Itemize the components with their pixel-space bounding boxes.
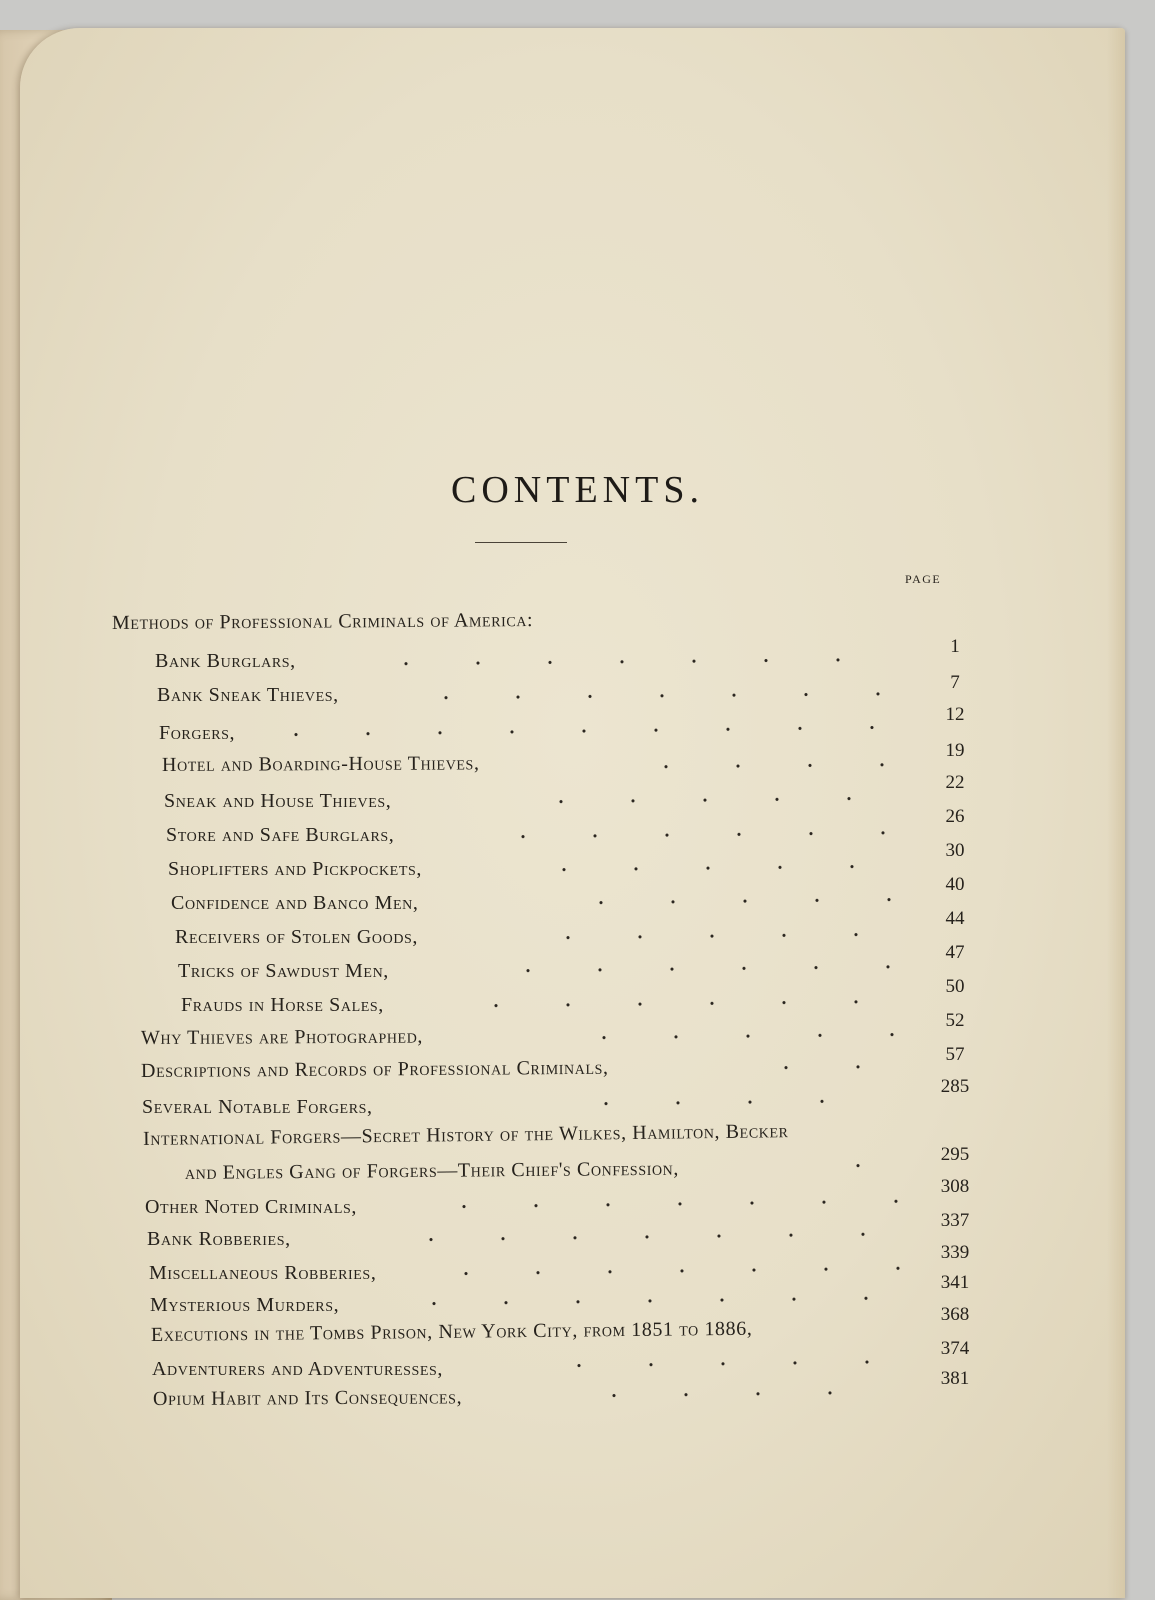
- dot-leader: [822, 1163, 902, 1168]
- page-edge-shadow: [1107, 28, 1125, 1598]
- toc-entry: Forgers,: [159, 722, 236, 744]
- toc-entry: International Forgers—Secret History of the Wilkes, Hamilton, Becker: [142, 1120, 789, 1150]
- toc-page-number: 30: [945, 840, 965, 861]
- toc-page-number: 308: [940, 1176, 970, 1197]
- toc-entry: Bank Sneak Thieves,: [157, 684, 339, 706]
- toc-page-number: 26: [945, 806, 965, 827]
- toc-entry: Confidence and Banco Men,: [171, 892, 419, 914]
- toc-entry: Miscellaneous Robberies,: [149, 1262, 377, 1284]
- toc-page-number: 285: [940, 1076, 970, 1097]
- toc-entry: Why Thieves are Photographed,: [140, 1025, 424, 1049]
- toc-page-number: 12: [945, 704, 965, 725]
- toc-page-number: 1: [950, 636, 960, 657]
- toc-page-number: 339: [940, 1242, 970, 1263]
- toc-page-number: 381: [940, 1368, 970, 1389]
- toc-entry: Tricks of Sawdust Men,: [178, 960, 389, 982]
- toc-entry: Executions in the Tombs Prison, New York City, from 1851 to 1886,: [150, 1317, 753, 1346]
- page-column-header: PAGE: [905, 572, 942, 586]
- toc-entry: Opium Habit and Its Consequences,: [152, 1386, 463, 1410]
- toc-entry: Adventurers and Adventuresses,: [152, 1358, 444, 1380]
- toc-page-number: 337: [940, 1210, 970, 1231]
- toc-entry: Sneak and House Thieves,: [164, 790, 392, 812]
- toc-entry: Several Notable Forgers,: [142, 1096, 373, 1118]
- toc-entry: Store and Safe Burglars,: [166, 824, 395, 846]
- toc-entry: Receivers of Stolen Goods,: [175, 926, 419, 948]
- toc-page-number: 341: [940, 1272, 970, 1293]
- toc-page-number: 7: [950, 672, 960, 693]
- toc-entry: Shoplifters and Pickpockets,: [168, 858, 422, 880]
- title-rule: [475, 542, 567, 543]
- toc-entry: Bank Robberies,: [147, 1228, 291, 1250]
- toc-page-number: 47: [945, 942, 965, 963]
- toc-entry: Bank Burglars,: [155, 650, 296, 672]
- toc-entry: Mysterious Murders,: [150, 1294, 340, 1316]
- toc-page-number: 19: [945, 740, 965, 761]
- toc-entry: and Engles Gang of Forgers—Their Chief's Confession,: [184, 1157, 680, 1184]
- toc-page-number: 40: [945, 874, 965, 895]
- toc-page-number: 57: [945, 1044, 965, 1065]
- toc-page-number: 368: [940, 1304, 970, 1325]
- toc-page-number: 50: [945, 976, 965, 997]
- toc-page-number: 22: [945, 772, 965, 793]
- toc-page-number: 44: [945, 908, 965, 929]
- toc-page-number: 374: [940, 1338, 970, 1359]
- toc-entry: Methods of Professional Criminals of America:: [111, 609, 534, 634]
- toc-entry: Hotel and Boarding-House Thieves,: [161, 752, 480, 776]
- toc-page-number: 295: [940, 1144, 970, 1165]
- toc-page-number: 52: [945, 1010, 965, 1031]
- toc-entry: Other Noted Criminals,: [145, 1196, 357, 1218]
- toc-entry: Frauds in Horse Sales,: [181, 994, 384, 1016]
- page-title: CONTENTS.: [451, 469, 704, 511]
- toc-entry: Descriptions and Records of Professional Criminals,: [140, 1056, 609, 1082]
